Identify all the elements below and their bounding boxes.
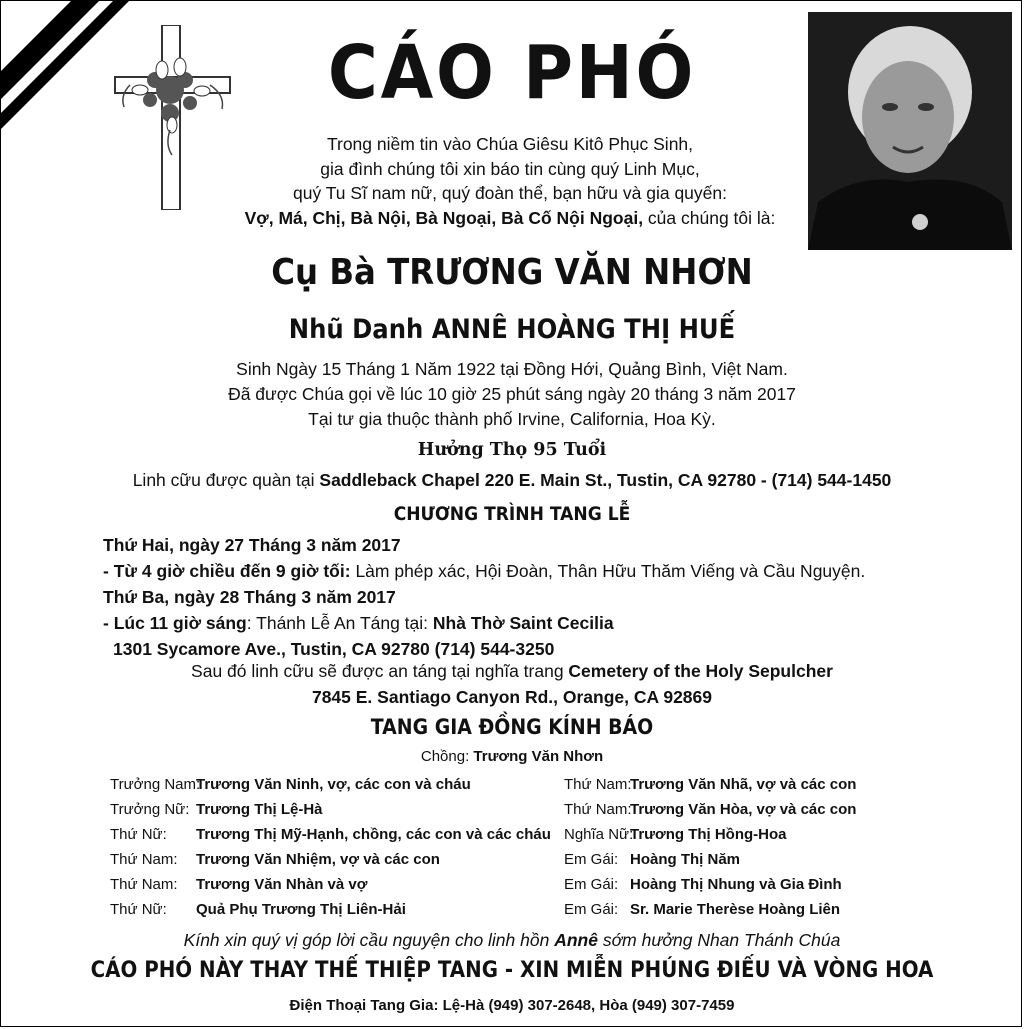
family-member: Trương Thị Mỹ-Hạnh, chồng, các con và các cháu xyxy=(196,826,551,843)
family-relation: Thứ Nữ: xyxy=(110,826,167,843)
cemetery-address: 7845 E. Santiago Canyon Rd., Orange, CA 92869 xyxy=(311,687,713,707)
birth-info: Sinh Ngày 15 Tháng 1 Năm 1922 tại Đồng Hới, Quảng Bình, Việt Nam. xyxy=(236,359,788,379)
family-row xyxy=(564,772,1004,797)
family-relation: Trưởng Nam: xyxy=(110,776,201,793)
intro-line-2: gia đình chúng tôi xin báo tin cùng quý Linh Mục, xyxy=(320,158,700,179)
family-member: Trương Văn Nhã, vợ và các con xyxy=(630,776,857,793)
family-list-left xyxy=(110,772,560,922)
cemetery-name: Cemetery of the Holy Sepulcher xyxy=(568,661,833,681)
prayer-end: sớm hưởng Nhan Thánh Chúa xyxy=(597,930,841,950)
family-relation: Em Gái: xyxy=(564,851,619,868)
death-place: Tại tư gia thuộc thành phố Irvine, California, Hoa Kỳ. xyxy=(308,409,716,429)
family-row xyxy=(110,797,560,822)
family-row xyxy=(110,847,560,872)
day-2-church: Nhà Thờ Saint Cecilia xyxy=(432,613,614,633)
day-1-time: - Từ 4 giờ chiều đến 9 giờ tối: xyxy=(103,561,351,581)
intro-line-4-rest: của chúng tôi là: xyxy=(643,207,776,228)
family-member: Trương Văn Nhàn và vợ xyxy=(196,876,368,893)
burial-block xyxy=(0,658,1024,710)
family-row xyxy=(564,847,1004,872)
death-info: Đã được Chúa gọi về lúc 10 giờ 25 phút sáng ngày 20 tháng 3 năm 2017 xyxy=(228,384,796,404)
deceased-name: Cụ Bà TRƯƠNG VĂN NHƠN xyxy=(271,252,753,293)
viewing-location xyxy=(0,470,1024,491)
family-member: Trương Văn Ninh, vợ, các con và cháu xyxy=(196,776,471,793)
baptismal-name: Nhũ Danh ANNÊ HOÀNG THỊ HUẾ xyxy=(288,314,736,345)
family-member: Hoàng Thị Năm xyxy=(630,851,741,868)
family-relation: Em Gái: xyxy=(564,876,619,893)
family-relation: Trưởng Nữ: xyxy=(110,801,190,818)
family-relation: Nghĩa Nữ: xyxy=(564,826,634,843)
family-list-right xyxy=(564,772,1004,922)
family-title: TANG GIA ĐỒNG KÍNH BÁO xyxy=(370,715,654,739)
burial-prefix: Sau đó linh cữu sẽ được an táng tại nghĩa trang xyxy=(191,661,569,681)
husband-line xyxy=(0,748,1024,765)
prayer-name: Annê xyxy=(554,930,598,950)
family-member: Sr. Marie Therèse Hoàng Liên xyxy=(630,901,841,918)
family-row xyxy=(110,897,560,922)
family-row xyxy=(564,797,1004,822)
age-line: Hưởng Thọ 95 Tuổi xyxy=(417,440,607,460)
family-row xyxy=(564,897,1004,922)
family-member: Trương Thị Hồng-Hoa xyxy=(630,826,787,843)
husband-name: Trương Văn Nhơn xyxy=(473,748,604,765)
day-2-event: : Thánh Lễ An Táng tại: xyxy=(246,613,433,633)
husband-label: Chồng: xyxy=(420,748,474,765)
obituary-title: CÁO PHÓ xyxy=(327,30,697,116)
family-row xyxy=(110,822,560,847)
family-member: Hoàng Thị Nhung và Gia Đình xyxy=(630,876,842,893)
family-relation: Em Gái: xyxy=(564,901,619,918)
intro-text xyxy=(210,132,810,230)
family-relation: Thứ Nam: xyxy=(110,851,178,868)
family-relation: Thứ Nữ: xyxy=(110,901,167,918)
family-row xyxy=(564,822,1004,847)
intro-line-4 xyxy=(210,206,810,231)
family-relation: Thứ Nam: xyxy=(564,801,632,818)
burial-line xyxy=(0,658,1024,684)
notice-line: CÁO PHÓ NÀY THAY THẾ THIỆP TANG - XIN MIỄN PHÚNG ĐIẾU VÀ VÒNG HOA xyxy=(90,958,934,983)
schedule-day-2: Thứ Ba, ngày 28 Tháng 3 năm 2017 xyxy=(103,587,396,607)
family-row xyxy=(110,772,560,797)
prayer-start: Kính xin quý vị góp lời cầu nguyện cho linh hồn xyxy=(183,930,555,950)
family-member: Trương Văn Hòa, vợ và các con xyxy=(630,801,857,818)
church-address: 1301 Sycamore Ave., Tustin, CA 92780 (714) 544-3250 xyxy=(113,639,555,659)
schedule-title: CHƯƠNG TRÌNH TANG LỄ xyxy=(393,503,631,525)
family-relation: Thứ Nam: xyxy=(564,776,632,793)
bio-block xyxy=(0,357,1024,432)
prayer-line xyxy=(0,930,1024,951)
schedule-day-2-event xyxy=(103,610,865,636)
schedule-day-1: Thứ Hai, ngày 27 Tháng 3 năm 2017 xyxy=(103,535,401,555)
family-phone: Điện Thoại Tang Gia: Lệ-Hà (949) 307-2648, Hòa (949) 307-7459 xyxy=(289,997,735,1014)
family-relation: Thứ Nam: xyxy=(110,876,178,893)
schedule-block xyxy=(103,532,865,662)
day-1-event: Làm phép xác, Hội Đoàn, Thân Hữu Thăm Viếng và Cầu Nguyện. xyxy=(350,561,866,581)
intro-line-3: quý Tu Sĩ nam nữ, quý đoàn thể, bạn hữu và gia quyến: xyxy=(293,183,727,203)
family-row xyxy=(564,872,1004,897)
family-member: Trương Văn Nhiệm, vợ và các con xyxy=(196,851,440,868)
family-row xyxy=(110,872,560,897)
relations-list: Vợ, Má, Chị, Bà Nội, Bà Ngoại, Bà Cố Nội Ngoại, xyxy=(244,207,644,228)
location-prefix: Linh cữu được quàn tại xyxy=(132,470,320,490)
intro-line-1: Trong niềm tin vào Chúa Giêsu Kitô Phục Sinh, xyxy=(326,134,694,154)
day-2-time: - Lúc 11 giờ sáng xyxy=(103,613,247,633)
schedule-day-1-event xyxy=(103,558,865,584)
location-place: Saddleback Chapel 220 E. Main St., Tustin, CA 92780 - (714) 544-1450 xyxy=(319,470,892,490)
family-member: Quả Phụ Trương Thị Liên-Hải xyxy=(196,901,406,918)
family-member: Trương Thị Lệ-Hà xyxy=(196,801,323,818)
